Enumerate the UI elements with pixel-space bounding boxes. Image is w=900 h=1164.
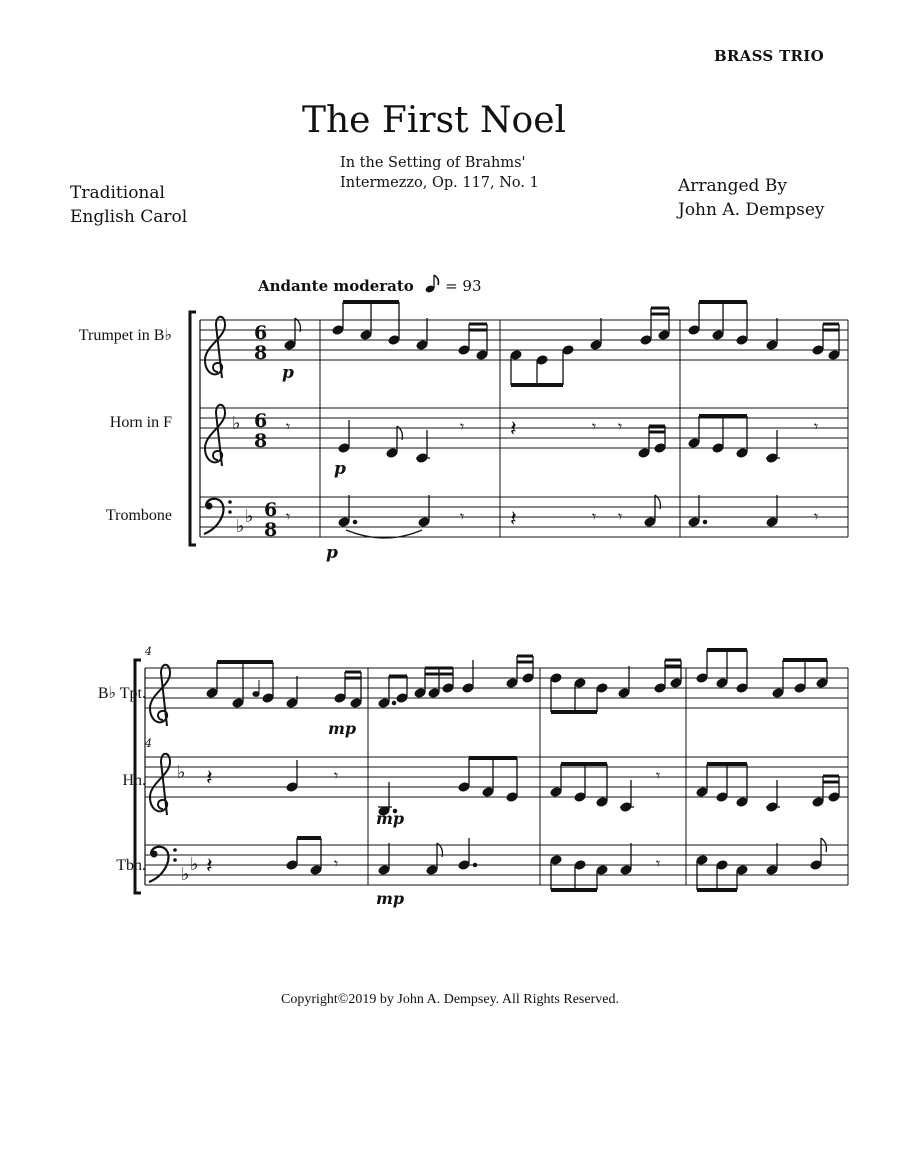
eighth-rest-icon: 𝄾 (618, 417, 623, 436)
system-2 (135, 660, 848, 893)
quarter-rest-icon: 𝄽 (510, 507, 517, 532)
eighth-rest-icon: 𝄾 (286, 507, 291, 526)
label-trombone-abbr: Tbn. (116, 857, 146, 874)
label-trombone: Trombone (105, 507, 172, 524)
eighth-rest-icon: 𝄾 (814, 417, 819, 436)
dynamic-trombone-2: mp (376, 889, 405, 908)
horn-notes-1 (338, 416, 780, 463)
quarter-rest-icon: 𝄽 (206, 854, 213, 879)
trumpet-notes-1 (284, 302, 840, 385)
tempo-text: Andante moderato (258, 277, 414, 295)
eighth-rest-icon: 𝄾 (592, 417, 597, 436)
flat-icon: ♭ (181, 864, 190, 885)
subtitle-line-1: In the Setting of Brahms' (340, 155, 526, 171)
trumpet-notes-2 (206, 650, 828, 712)
bass-clef-icon (149, 847, 177, 882)
time-sig-bottom: 8 (254, 430, 268, 452)
flat-icon: ♭ (232, 413, 241, 434)
eighth-rest-icon: 𝄾 (334, 766, 339, 785)
rests-2 (206, 766, 660, 879)
bass-clef-icon (204, 499, 232, 534)
eighth-rest-icon: 𝄾 (592, 507, 597, 526)
eighth-rest-icon: 𝄾 (460, 417, 465, 436)
eighth-rest-icon: 𝄾 (460, 507, 465, 526)
time-sig-bottom: 8 (254, 342, 268, 364)
treble-clef-icon (150, 665, 170, 726)
dynamic-trumpet-1: p (282, 363, 294, 383)
time-sig-top: 6 (264, 499, 278, 521)
time-sig-top: 6 (254, 410, 268, 432)
eighth-rest-icon: 𝄾 (334, 854, 339, 873)
arranger-line-1: Arranged By (678, 176, 787, 196)
treble-clef-icon (205, 405, 225, 466)
piece-title: The First Noel (301, 100, 567, 141)
arranger-line-2: John A. Dempsey (678, 200, 825, 220)
quarter-rest-icon: 𝄽 (510, 417, 517, 442)
staff-trumpet-1 (200, 320, 848, 360)
rests-1 (286, 417, 818, 532)
tempo-bpm: = 93 (445, 277, 482, 295)
label-trumpet-abbr: B♭ Tpt. (97, 685, 146, 702)
composer-line-2: English Carol (70, 207, 188, 227)
eighth-rest-icon: 𝄾 (814, 507, 819, 526)
time-sig-bottom: 8 (264, 519, 278, 541)
dynamic-horn-1: p (334, 459, 346, 479)
measure-number: 4 (145, 737, 152, 750)
label-horn: Horn in F (109, 414, 172, 431)
time-sig-top: 6 (254, 322, 268, 344)
eighth-rest-icon: 𝄾 (286, 417, 291, 436)
label-trumpet: Trumpet in B♭ (78, 327, 172, 344)
time-signature (254, 322, 277, 541)
ensemble-label: BRASS TRIO (713, 47, 824, 65)
flat-icon: ♭ (177, 762, 186, 783)
eighth-rest-icon: 𝄾 (618, 507, 623, 526)
system-bracket (190, 312, 196, 545)
subtitle-line-2: Intermezzo, Op. 117, No. 1 (340, 175, 539, 191)
eighth-rest-icon: 𝄾 (656, 854, 661, 873)
copyright-notice: Copyright©2019 by John A. Dempsey. All Rights Reserved. (281, 992, 619, 1007)
flat-icon: ♭ (245, 506, 254, 527)
dynamic-trombone-1: p (326, 543, 338, 563)
flat-icon: ♭ (190, 854, 199, 875)
staff-trombone-1 (200, 497, 848, 537)
eighth-rest-icon: 𝄾 (656, 766, 661, 785)
staff-horn-1 (200, 408, 848, 448)
trombone-notes-2 (286, 838, 826, 890)
dynamic-horn-2: mp (376, 809, 405, 828)
measure-number: 4 (145, 645, 152, 658)
system-bracket (135, 660, 141, 893)
label-horn-abbr: Hn. (122, 772, 146, 789)
treble-clef-icon (205, 317, 225, 378)
staff-trombone-2 (145, 845, 848, 885)
quarter-rest-icon: 𝄽 (206, 766, 213, 791)
treble-clef-icon (150, 754, 170, 815)
composer-line-1: Traditional (70, 183, 165, 203)
flat-icon: ♭ (236, 516, 245, 537)
dynamic-trumpet-2: mp (328, 719, 357, 738)
